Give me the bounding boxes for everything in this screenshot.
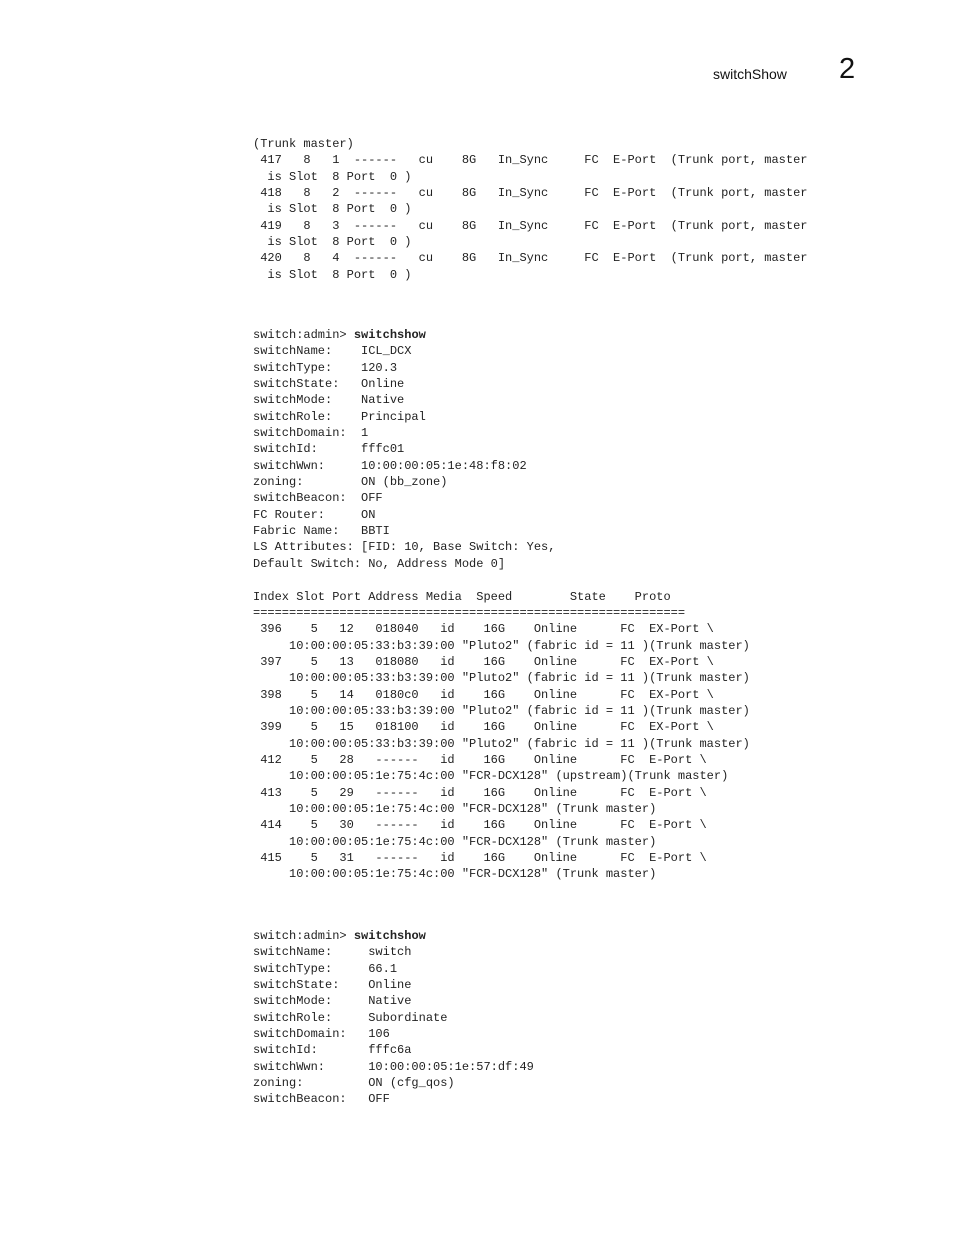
output-line: switchBeacon: OFF: [253, 1092, 390, 1107]
output-line: switchName: switch: [253, 945, 412, 960]
chapter-number: 2: [839, 53, 856, 85]
output-line: switchId: fffc6a: [253, 1043, 412, 1058]
output-line: 10:00:00:05:1e:75:4c:00 "FCR-DCX128" (Trunk master): [253, 834, 657, 849]
output-line: is Slot 8 Port 0 ): [253, 267, 412, 282]
output-line: 10:00:00:05:1e:75:4c:00 "FCR-DCX128" (Trunk master): [253, 801, 657, 816]
output-line: zoning: ON (bb_zone): [253, 475, 448, 490]
output-line: [253, 572, 750, 588]
command-prompt: switch:admin>: [253, 929, 354, 943]
output-line: switchId: fffc01: [253, 442, 405, 457]
output-line: LS Attributes: [FID: 10, Base Switch: Yes,: [253, 540, 556, 555]
command-line: [253, 327, 750, 343]
output-line: zoning: ON (cfg_qos): [253, 1076, 455, 1091]
output-line: 418 8 2 ------ cu 8G In_Sync FC E-Port (Trunk port, master: [253, 186, 808, 201]
output-line: switchDomain: 1: [253, 426, 369, 441]
output-line: 413 5 29 ------ id 16G Online FC E-Port \: [253, 785, 707, 800]
output-line: switchRole: Principal: [253, 409, 426, 424]
output-line: 412 5 28 ------ id 16G Online FC E-Port \: [253, 752, 707, 767]
output-line: 417 8 1 ------ cu 8G In_Sync FC E-Port (Trunk port, master: [253, 153, 808, 168]
output-line: switchWwn: 10:00:00:05:1e:48:f8:02: [253, 458, 527, 473]
code-block-switchshow-icl-dcx: [253, 327, 750, 883]
output-line: 415 5 31 ------ id 16G Online FC E-Port \: [253, 851, 707, 865]
output-line: FC Router: ON: [253, 507, 376, 522]
output-line: switchType: 66.1: [253, 961, 398, 976]
section-title: switchShow: [713, 66, 787, 82]
command-prompt: switch:admin>: [253, 328, 354, 342]
output-line: switchWwn: 10:00:00:05:1e:57:df:49: [253, 1059, 534, 1074]
output-line: switchState: Online: [253, 978, 412, 993]
output-line: switchMode: Native: [253, 994, 412, 1009]
output-line: is Slot 8 Port 0 ): [253, 202, 412, 217]
output-line: 10:00:00:05:33:b3:39:00 "Pluto2" (fabric id = 11 )(Trunk master): [253, 638, 750, 653]
output-line: 399 5 15 018100 id 16G Online FC EX-Port \: [253, 720, 714, 735]
output-line: 397 5 13 018080 id 16G Online FC EX-Port \: [253, 654, 714, 669]
output-line: 10:00:00:05:33:b3:39:00 "Pluto2" (fabric id = 11 )(Trunk master): [253, 736, 750, 751]
code-block-trunk-continuation: [253, 136, 808, 283]
output-line: switchMode: Native: [253, 393, 405, 408]
command-text: switchshow: [353, 328, 426, 342]
output-line: 10:00:00:05:1e:75:4c:00 "FCR-DCX128" (upstream)(Trunk master): [253, 769, 729, 784]
output-line: switchState: Online: [253, 377, 405, 392]
output-line: switchType: 120.3: [253, 360, 398, 375]
output-line: ============================================================: [253, 605, 686, 620]
output-line: Default Switch: No, Address Mode 0]: [253, 556, 506, 571]
command-text: switchshow: [353, 929, 426, 943]
output-line: switchBeacon: OFF: [253, 491, 383, 506]
output-line: 398 5 14 0180c0 id 16G Online FC EX-Port \: [253, 687, 714, 702]
output-line: 420 8 4 ------ cu 8G In_Sync FC E-Port (Trunk port, master: [253, 251, 808, 266]
output-line: is Slot 8 Port 0 ): [253, 169, 412, 184]
output-line: (Trunk master): [253, 137, 354, 151]
output-line: 419 8 3 ------ cu 8G In_Sync FC E-Port (Trunk port, master: [253, 218, 808, 233]
output-line: 10:00:00:05:33:b3:39:00 "Pluto2" (fabric id = 11 )(Trunk master): [253, 703, 750, 718]
output-line: 10:00:00:05:33:b3:39:00 "Pluto2" (fabric id = 11 )(Trunk master): [253, 671, 750, 686]
output-line: switchRole: Subordinate: [253, 1010, 448, 1025]
output-line: 396 5 12 018040 id 16G Online FC EX-Port \: [253, 622, 714, 637]
output-line: 10:00:00:05:1e:75:4c:00 "FCR-DCX128" (Trunk master): [253, 867, 657, 882]
output-line: Fabric Name: BBTI: [253, 524, 390, 539]
output-line: 414 5 30 ------ id 16G Online FC E-Port \: [253, 818, 707, 833]
output-line: Index Slot Port Address Media Speed State Proto: [253, 589, 671, 604]
command-line: [253, 928, 534, 944]
output-line: switchDomain: 106: [253, 1027, 390, 1042]
output-line: switchName: ICL_DCX: [253, 344, 412, 359]
output-line: is Slot 8 Port 0 ): [253, 235, 412, 250]
code-block-switchshow-switch: [253, 928, 534, 1108]
